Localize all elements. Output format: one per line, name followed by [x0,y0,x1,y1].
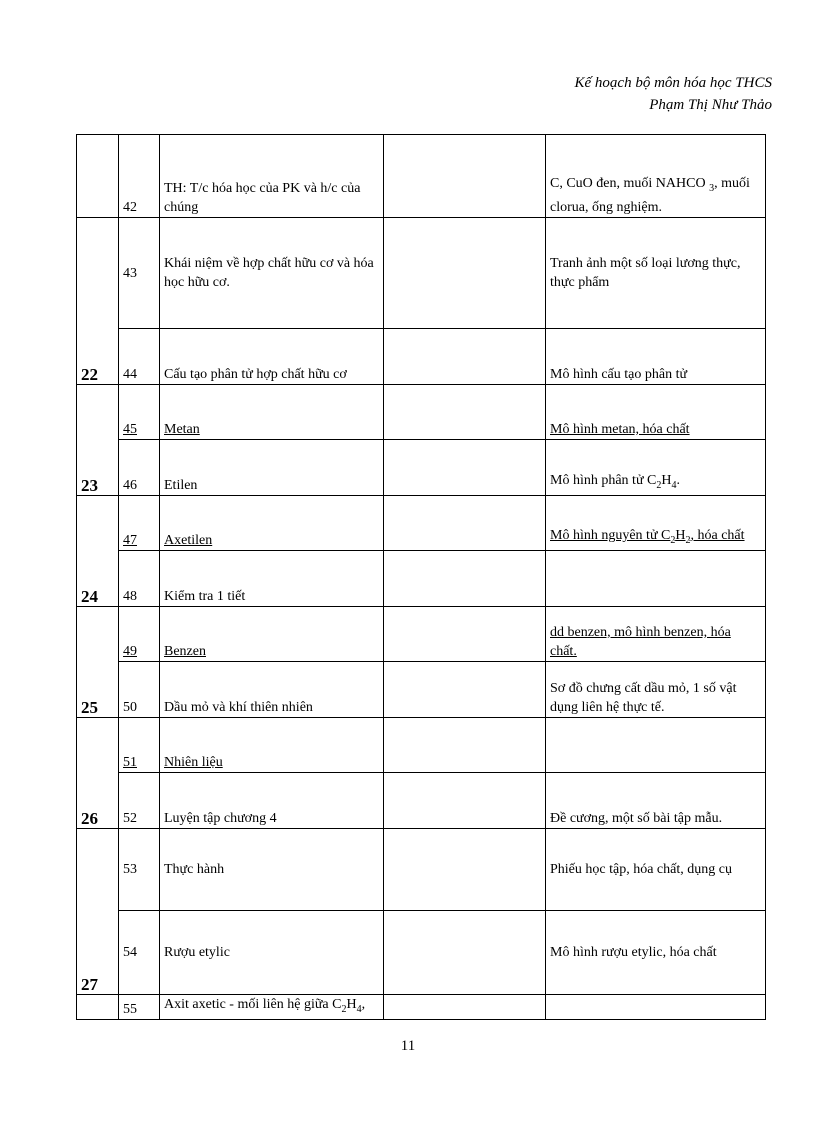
lesson-title: Luyện tập chương 4 [160,773,384,829]
lesson-title: TH: T/c hóa học của PK và h/c của chúng [160,135,384,218]
table-row [77,496,766,551]
equipment-cell: Tranh ảnh một số loại lương thực, thực phẩm [546,218,766,329]
lesson-number: 50 [119,662,160,718]
table-row [77,135,766,218]
equipment-cell [546,551,766,607]
lesson-title: Khái niệm về hợp chất hữu cơ và hóa học hữu cơ. [160,218,384,329]
lesson-title: Benzen [160,607,384,662]
page-header [575,72,773,116]
equipment-cell: Sơ đồ chưng cất dầu mỏ, 1 số vật dụng liên hệ thực tế. [546,662,766,718]
equipment-cell: dd benzen, mô hình benzen, hóa chất. [546,607,766,662]
week-number: 26 [77,718,119,829]
lesson-title: Metan [160,385,384,440]
notes-cell [384,662,546,718]
table-row [77,440,766,496]
lesson-title: Dầu mỏ và khí thiên nhiên [160,662,384,718]
lesson-title: Thực hành [160,829,384,911]
week-number: 22 [77,218,119,385]
lesson-number: 48 [119,551,160,607]
week-number: 27 [77,829,119,995]
notes-cell [384,218,546,329]
lesson-number: 42 [119,135,160,218]
notes-cell [384,718,546,773]
notes-cell [384,607,546,662]
lesson-title: Nhiên liệu [160,718,384,773]
notes-cell [384,496,546,551]
table-row [77,329,766,385]
week-number: 24 [77,496,119,607]
lesson-number: 52 [119,773,160,829]
table-row [77,718,766,773]
header-subject: Kế hoạch bộ môn hóa học THCS [574,75,772,91]
notes-cell [384,385,546,440]
equipment-cell: Mô hình rượu etylic, hóa chất [546,911,766,995]
lesson-number: 44 [119,329,160,385]
equipment-cell: Đề cương, một số bài tập mẫu. [546,773,766,829]
notes-cell [384,829,546,911]
equipment-cell: Mô hình metan, hóa chất [546,385,766,440]
equipment-cell [546,718,766,773]
lesson-number: 49 [119,607,160,662]
notes-cell [384,329,546,385]
table-row [77,218,766,329]
lesson-number: 55 [119,995,160,1020]
week-number: 23 [77,385,119,496]
equipment-cell: Mô hình cấu tạo phân tử [546,329,766,385]
lesson-number: 53 [119,829,160,911]
table-row [77,607,766,662]
lesson-number: 45 [119,385,160,440]
equipment-cell: Phiếu học tập, hóa chất, dụng cụ [546,829,766,911]
lesson-number: 54 [119,911,160,995]
lesson-number: 51 [119,718,160,773]
table-row [77,911,766,995]
week-cell [77,995,119,1020]
table-row [77,662,766,718]
table-row [77,551,766,607]
header-author: Phạm Thị Như Thảo [649,97,772,113]
table-row [77,995,766,1020]
equipment-cell: Mô hình phân tử $C_2H_4$. [546,440,766,496]
week-number: 25 [77,607,119,718]
lesson-number: 43 [119,218,160,329]
lesson-title: Axetilen [160,496,384,551]
notes-cell [384,135,546,218]
equipment-cell: C, CuO đen, muối NAHCO $_3$, muối clorua, ống nghiệm. [546,135,766,218]
lesson-title: Kiểm tra 1 tiết [160,551,384,607]
lesson-number: 47 [119,496,160,551]
notes-cell [384,995,546,1020]
notes-cell [384,440,546,496]
table-row [77,829,766,911]
lesson-title: Cấu tạo phân tử hợp chất hữu cơ [160,329,384,385]
lesson-plan-table [76,134,766,1020]
notes-cell [384,773,546,829]
lesson-title: Axit axetic - mối liên hệ giữa $C_2H_4$, [160,995,384,1020]
lesson-title: Rượu etylic [160,911,384,995]
lesson-title: Etilen [160,440,384,496]
table-row [77,773,766,829]
notes-cell [384,551,546,607]
lesson-number: 46 [119,440,160,496]
equipment-cell: Mô hình nguyên tử $C_2H_2$, hóa chất [546,496,766,551]
week-cell [77,135,119,218]
page-number: 11 [400,1038,416,1054]
table-row [77,385,766,440]
notes-cell [384,911,546,995]
equipment-cell [546,995,766,1020]
